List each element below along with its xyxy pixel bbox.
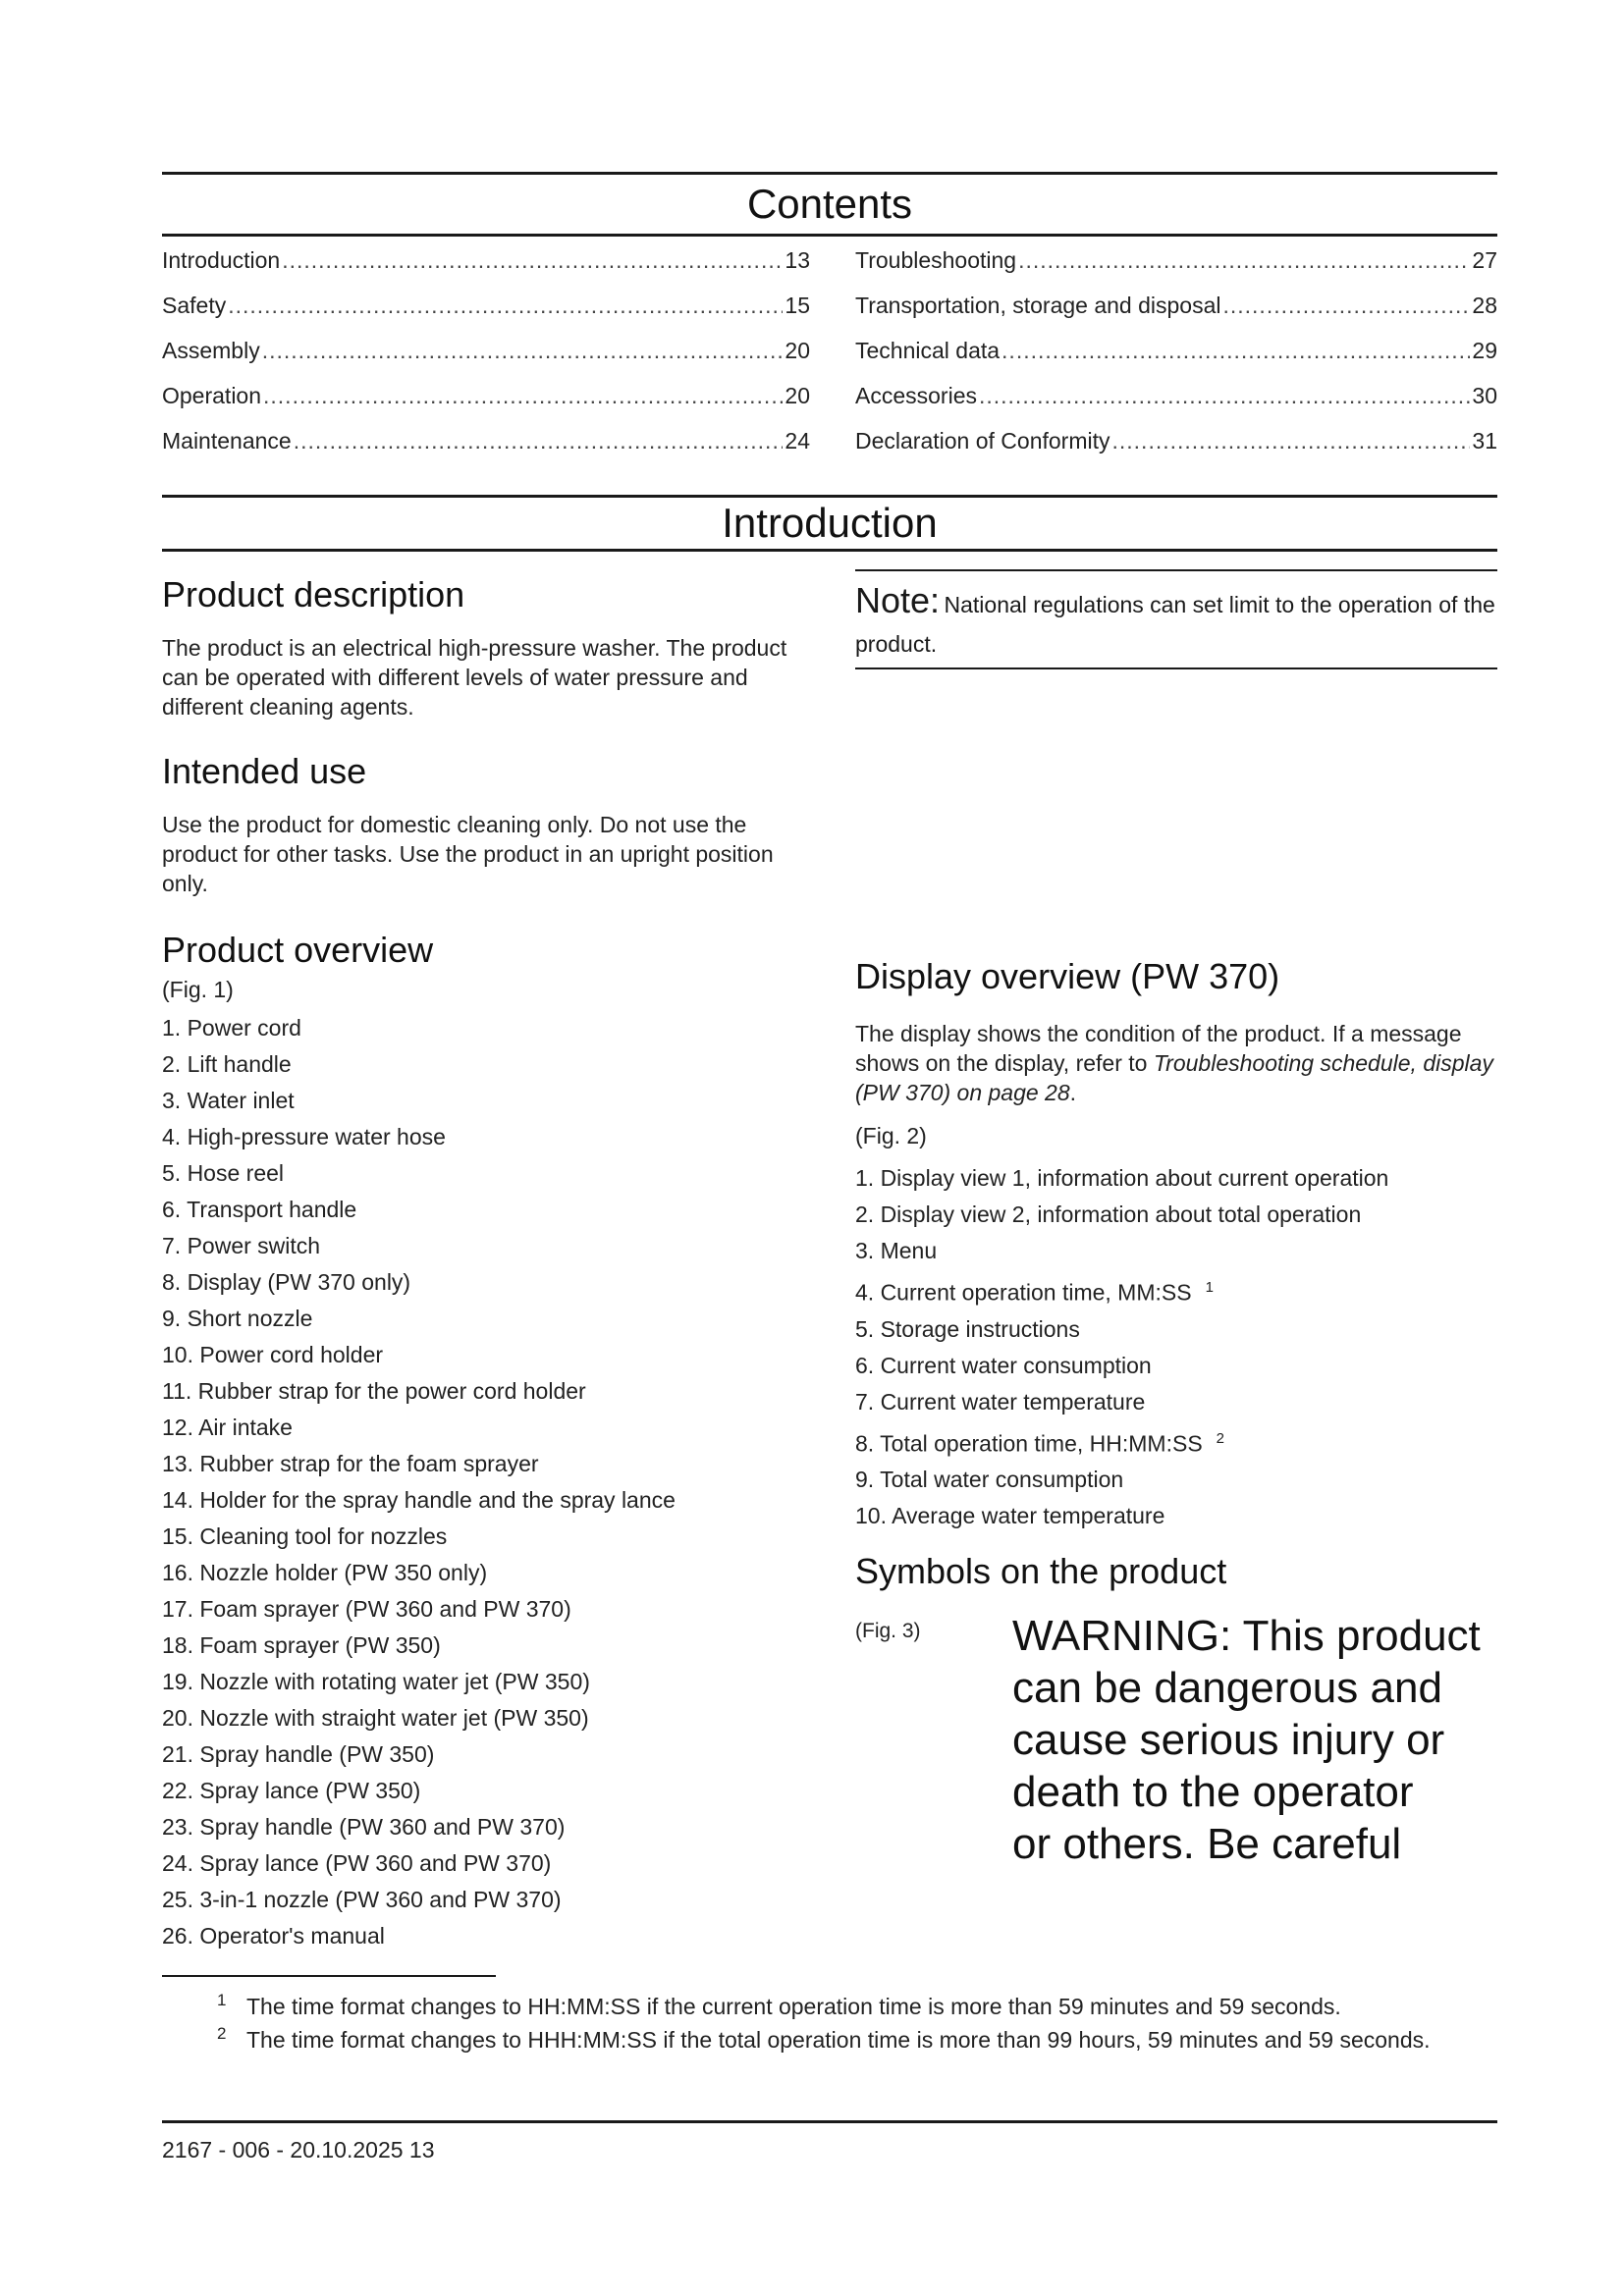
symbols-section <box>855 1551 1497 1868</box>
contents-title: Contents <box>746 181 913 227</box>
note-label: Note: <box>855 580 941 620</box>
toc-entry-operation[interactable]: Operation ..... 20 <box>162 383 810 428</box>
list-item: 1. Display view 1, information about current operation <box>855 1165 1389 1191</box>
manual-page <box>162 0 1497 2296</box>
display-overview-fig-ref: (Fig. 2) <box>855 1123 927 1148</box>
product-overview-list <box>162 1010 810 1954</box>
list-item: 9. Short nozzle <box>162 1306 313 1331</box>
intended-use-text: Use the product for domestic cleaning only. Do not use the product for other tasks. Use the product in an upright position only. <box>162 812 774 896</box>
footnote-ref-1[interactable]: 1 <box>1205 1279 1214 1296</box>
footer-rule <box>162 2120 1497 2123</box>
list-item: 19. Nozzle with rotating water jet (PW 350) <box>162 1669 590 1694</box>
list-item: 9. Total water consumption <box>855 1467 1124 1493</box>
warning-line: death to the operator <box>1012 1768 1414 1816</box>
list-item: 26. Operator's manual <box>162 1923 385 1949</box>
product-description-text: The product is an electrical high-pressure washer. The product can be operated with different levels of water pressure and different cleaning agents. <box>162 635 787 720</box>
list-item: 16. Nozzle holder (PW 350 only) <box>162 1560 488 1585</box>
toc-entry-troubleshooting[interactable]: Troubleshooting ..... 27 <box>855 247 1497 293</box>
list-item: 2. Display view 2, information about total operation <box>855 1201 1362 1227</box>
warning-line: WARNING: This product <box>1012 1612 1481 1660</box>
toc-entry-declaration[interactable]: Declaration of Conformity ..... 31 <box>855 428 1497 473</box>
display-overview-text <box>855 1019 1497 1107</box>
product-overview-heading: Product overview <box>162 930 434 970</box>
list-item: 24. Spray lance (PW 360 and PW 370) <box>162 1850 552 1876</box>
list-item: 20. Nozzle with straight water jet (PW 350) <box>162 1705 589 1731</box>
intended-use-heading: Intended use <box>162 751 367 791</box>
page-footer: 2167 - 006 - 20.10.2025 13 <box>162 2137 435 2163</box>
list-item: 4. Current operation time, MM:SS $^1$ <box>855 1279 1214 1306</box>
note-text: National regulations can set limit to the operation of the product. <box>855 592 1495 657</box>
list-item: 14. Holder for the spray handle and the spray lance <box>162 1487 676 1513</box>
list-item: 17. Foam sprayer (PW 360 and PW 370) <box>162 1596 571 1622</box>
toc-entry-accessories[interactable]: Accessories ..... 30 <box>855 383 1497 428</box>
toc-entry-assembly[interactable]: Assembly ..... 20 <box>162 338 810 383</box>
warning-line: can be dangerous and <box>1012 1664 1442 1712</box>
toc-entry-introduction[interactable]: Introduction ..... 13 <box>162 247 810 293</box>
list-item: 1. Power cord <box>162 1015 301 1041</box>
toc-entry-technical-data[interactable]: Technical data ..... 29 <box>855 338 1497 383</box>
display-overview-text-before: The display shows the condition of the product. If a message shows on the display, refer to <box>855 1021 1462 1076</box>
list-item: 6. Current water consumption <box>855 1352 1152 1378</box>
footnote-ref-2[interactable]: 2 <box>1216 1429 1225 1447</box>
note-box <box>855 569 1497 669</box>
warning-text <box>1012 1610 1497 1870</box>
warning-line: or others. Be careful <box>1012 1820 1402 1868</box>
footnote-text: The time format changes to HHH:MM:SS if the total operation time is more than 99 hours, 59 minutes and 59 seconds. <box>246 2027 1431 2053</box>
symbols-fig-ref: (Fig. 3) <box>855 1620 921 1642</box>
toc-entry-transportation[interactable]: Transportation, storage and disposal ..... 28 <box>855 293 1497 338</box>
list-item: 10. Power cord holder <box>162 1342 384 1367</box>
display-overview-list <box>855 1160 1497 1534</box>
display-overview-text-after: . <box>1069 1080 1077 1105</box>
list-item: 21. Spray handle (PW 350) <box>162 1741 435 1767</box>
display-overview-section <box>855 956 1497 1534</box>
list-item: 7. Current water temperature <box>855 1388 1146 1415</box>
troubleshooting-link[interactable]: Troubleshooting schedule, display (PW 370) on page 28 <box>855 1050 1493 1105</box>
list-item: 23. Spray handle (PW 360 and PW 370) <box>162 1814 566 1840</box>
footnote-rule <box>162 1975 496 1977</box>
contents-header <box>162 172 1497 237</box>
introduction-header <box>162 495 1497 552</box>
list-item: 8. Total operation time, HH:MM:SS $^2$ <box>855 1429 1225 1457</box>
introduction-title: Introduction <box>722 500 938 546</box>
list-item: 10. Average water temperature <box>855 1503 1165 1529</box>
introduction-rule-top <box>162 495 1497 498</box>
contents-rule-top <box>162 172 1497 175</box>
contents-rule-bottom <box>162 234 1497 237</box>
list-item: 3. Water inlet <box>162 1088 295 1113</box>
list-item: 5. Hose reel <box>162 1160 285 1186</box>
list-item: 3. Menu <box>855 1238 938 1263</box>
list-item: 12. Air intake <box>162 1415 293 1440</box>
warning-line: cause serious injury or <box>1012 1716 1445 1764</box>
footnote-text: The time format changes to HH:MM:SS if the current operation time is more than 59 minutes and 59 seconds. <box>246 1994 1341 2019</box>
list-item: 8. Display (PW 370 only) <box>162 1269 411 1295</box>
list-item: 25. 3-in-1 nozzle (PW 360 and PW 370) <box>162 1887 562 1912</box>
list-item: 7. Power switch <box>162 1233 321 1258</box>
toc-entry-safety[interactable]: Safety ..... 15 <box>162 293 810 338</box>
list-item: 15. Cleaning tool for nozzles <box>162 1523 448 1549</box>
footnote-number: 2 <box>217 2024 227 2043</box>
list-item: 22. Spray lance (PW 350) <box>162 1778 421 1803</box>
list-item: 4. High-pressure water hose <box>162 1124 446 1149</box>
display-overview-heading: Display overview (PW 370) <box>855 956 1280 996</box>
product-description-heading: Product description <box>162 574 465 614</box>
toc-entry-maintenance[interactable]: Maintenance ..... 24 <box>162 428 810 473</box>
list-item: 18. Foam sprayer (PW 350) <box>162 1632 441 1658</box>
toc-right-column <box>855 247 1497 473</box>
list-item: 2. Lift handle <box>162 1051 292 1077</box>
symbols-heading: Symbols on the product <box>855 1551 1227 1591</box>
left-column <box>162 569 810 1954</box>
list-item: 11. Rubber strap for the power cord holder <box>162 1378 586 1404</box>
toc-left-column <box>162 247 810 473</box>
product-overview-fig-ref: (Fig. 1) <box>162 977 234 1002</box>
list-item: 13. Rubber strap for the foam sprayer <box>162 1451 539 1476</box>
list-item: 6. Transport handle <box>162 1197 357 1222</box>
introduction-rule-bottom <box>162 549 1497 552</box>
footnote-number: 1 <box>217 1991 227 2009</box>
list-item: 5. Storage instructions <box>855 1315 1080 1342</box>
